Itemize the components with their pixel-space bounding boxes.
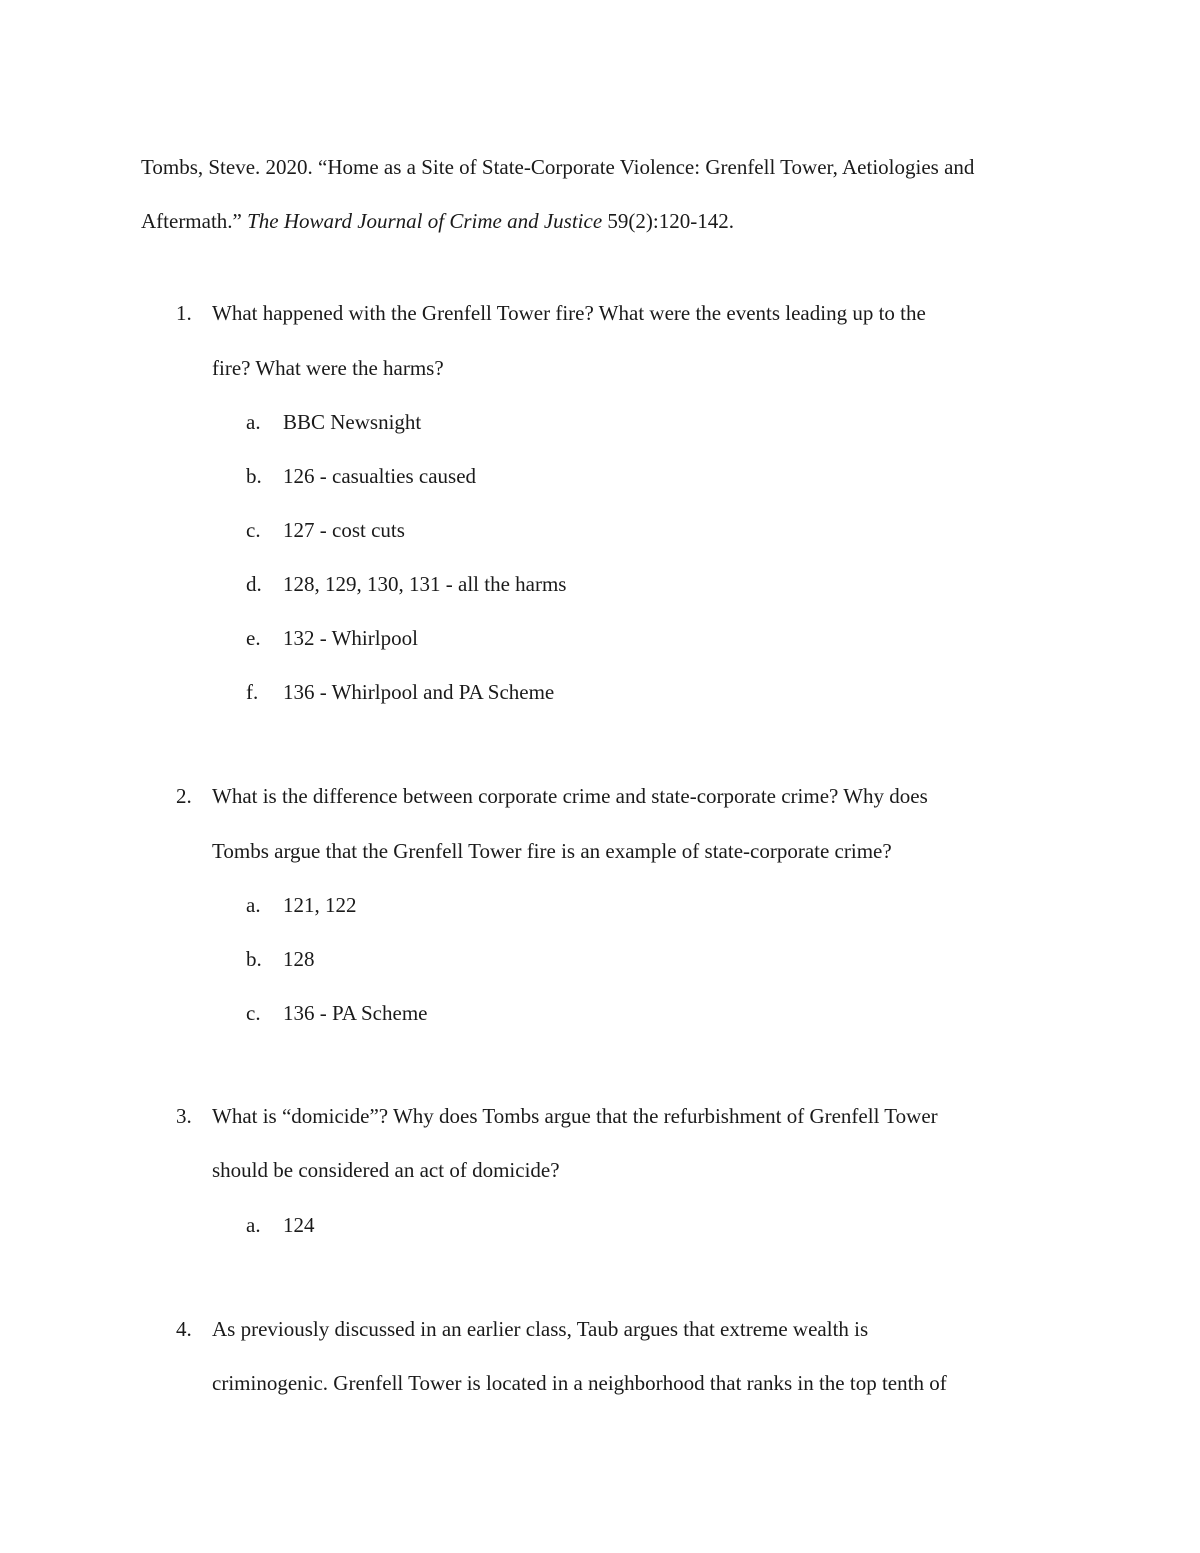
q1-item-a-label: a.: [246, 410, 261, 434]
question-2-number: 2.: [176, 784, 192, 808]
q1-item-b-text: 126 - casualties caused: [283, 464, 477, 488]
q1-item-d-label: d.: [246, 572, 262, 596]
q1-item-c-text: 127 - cost cuts: [283, 518, 405, 542]
q2-item-a-text: 121, 122: [283, 893, 357, 917]
q1-item-c-label: c.: [246, 518, 261, 542]
question-3-line-1: What is “domicide”? Why does Tombs argue that the refurbishment of Grenfell Tower: [212, 1104, 938, 1128]
journal-title: The Howard Journal of Crime and Justice: [247, 209, 603, 233]
q2-item-b-label: b.: [246, 947, 262, 971]
q1-item-f-text: 136 - Whirlpool and PA Scheme: [283, 680, 555, 704]
citation-volume-pages: 59(2):120-142.: [602, 209, 734, 233]
q2-item-c-text: 136 - PA Scheme: [283, 1001, 428, 1025]
question-4-line-2: criminogenic. Grenfell Tower is located in a neighborhood that ranks in the top tenth of: [212, 1371, 947, 1395]
question-2-line-2: Tombs argue that the Grenfell Tower fire is an example of state-corporate crime?: [212, 839, 892, 863]
q1-item-d-text: 128, 129, 130, 131 - all the harms: [283, 572, 567, 596]
q1-item-e-label: e.: [246, 626, 261, 650]
citation: [141, 140, 1071, 248]
question-1-line-1: What happened with the Grenfell Tower fire? What were the events leading up to the: [212, 301, 926, 325]
q1-item-f-label: f.: [246, 680, 259, 704]
q3-item-a-text: 124: [283, 1213, 315, 1237]
question-1-number: 1.: [176, 301, 192, 325]
question-1-line-2: fire? What were the harms?: [212, 356, 444, 380]
question-2-line-1: What is the difference between corporate crime and state-corporate crime? Why does: [212, 784, 928, 808]
q1-item-e-text: 132 - Whirlpool: [283, 626, 418, 650]
citation-text: Tombs, Steve. 2020. “Home as a Site of State-Corporate Violence: Grenfell Tower, Aetiologies and Aftermath.”: [141, 155, 975, 233]
q1-item-a-text: BBC Newsnight: [283, 410, 422, 434]
q2-item-a-label: a.: [246, 893, 261, 917]
question-4-number: 4.: [176, 1317, 192, 1341]
q1-item-b-label: b.: [246, 464, 262, 488]
question-4-line-1: As previously discussed in an earlier class, Taub argues that extreme wealth is: [212, 1317, 869, 1341]
question-3-line-2: should be considered an act of domicide?: [212, 1158, 560, 1182]
q2-item-b-text: 128: [283, 947, 315, 971]
q2-item-c-label: c.: [246, 1001, 261, 1025]
question-3-number: 3.: [176, 1104, 192, 1128]
q3-item-a-label: a.: [246, 1213, 261, 1237]
